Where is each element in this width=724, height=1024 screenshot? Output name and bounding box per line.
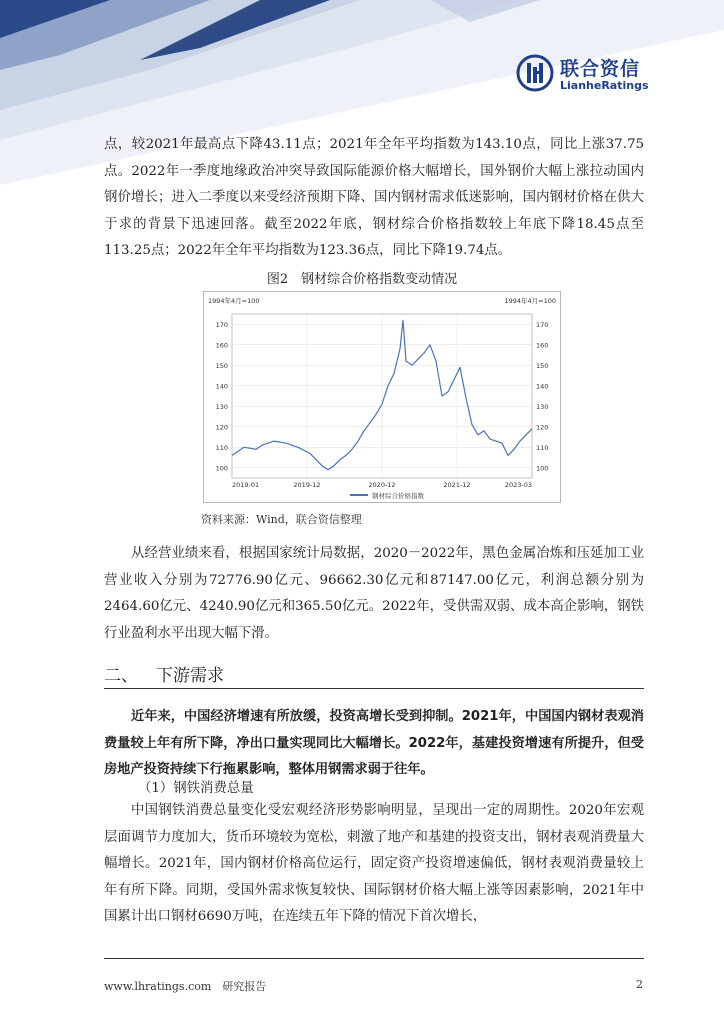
brand-name-cn: 联合资信 — [560, 58, 641, 80]
section-heading — [104, 661, 224, 686]
paragraph-business-performance: 从经营业绩来看，根据国家统计局数据，2020－2022年，黑色金属冶炼和压延加工业营业收入分别为72776.90亿元、96662.30亿元和87147.00亿元，利润总额分别为2464.60亿元、4240.90亿元和365.50亿元。2022年，受供需双弱、成本高企影响，钢铁行业盈利水平出现大幅下滑。 — [104, 546, 644, 641]
section-number: 二、 — [104, 666, 138, 686]
figure-source: 资料来源：Wind，联合资信整理 — [201, 513, 362, 526]
left-axis-note: 1994年4月=100 — [208, 297, 260, 305]
brand-logo — [516, 54, 676, 96]
y-tick-label-left: 170 — [215, 320, 228, 329]
section-title: 下游需求 — [156, 666, 224, 686]
subheading-consumption: （1）钢铁消费总量 — [138, 781, 254, 796]
right-axis-note: 1994年4月=100 — [504, 297, 556, 305]
chart-canvas — [204, 292, 560, 502]
y-tick-label-right: 110 — [536, 443, 549, 452]
x-tick-label: 2023-03 — [504, 481, 532, 489]
paragraph-downstream-summary: 近年来，中国经济增速有所放缓，投资高增长受到抑制。2021年，中国国内钢材表观消费量较上年有所下降，净出口量实现同比大幅增长。2022年，基建投资增速有所提升，但受房地产投资持续下行拖累影响，整体用钢需求弱于往年。 — [104, 709, 644, 777]
y-tick-label-right: 170 — [536, 320, 549, 329]
legend-label: 钢材综合价格指数 — [372, 492, 424, 500]
y-tick-label-right: 150 — [536, 361, 549, 370]
lianhe-logo-icon — [516, 54, 554, 92]
steel-price-index-chart — [203, 291, 561, 503]
y-tick-label-right: 160 — [536, 341, 549, 350]
y-tick-label-left: 150 — [215, 361, 228, 370]
y-tick-label-right: 100 — [536, 464, 549, 473]
page-number: 2 — [636, 978, 643, 991]
grid-layer — [232, 314, 532, 478]
y-tick-label-right: 120 — [536, 423, 549, 432]
x-tick-label: 2019-01 — [232, 481, 260, 489]
y-tick-label-left: 140 — [215, 382, 228, 391]
section-divider — [104, 688, 644, 689]
y-tick-label-left: 110 — [215, 443, 228, 452]
y-tick-label-right: 140 — [536, 382, 549, 391]
paragraph-price-index: 点，较2021年最高点下降43.11点；2021年全年平均指数为143.10点，同比上涨37.75点。2022年一季度地缘政治冲突导致国际能源价格大幅增长，国外钢价大幅上涨拉动国内钢价增长；进入二季度以来受经济预期下降、国内钢材需求低迷影响，国内钢材价格在供大于求的背景下迅速回落。截至2022年底，钢材综合价格指数较上年底下降18.45点至113.25点；2022年全年平均指数为123.36点，同比下降19.74点。 — [104, 137, 644, 258]
paragraph-consumption: 中国钢铁消费总量变化受宏观经济形势影响明显，呈现出一定的周期性。2020年宏观层面调节力度加大，货币环境较为宽松，刺激了地产和基建的投资支出，钢材表观消费量大幅增长。2021年，国内钢材价格高位运行，固定资产投资增速偏低，钢材表观消费量较上年有所下降。同期，受国外需求恢复较快、国际钢材价格大幅上涨等因素影响，2021年中国累计出口钢材6690万吨，在连续五年下降的情况下首次增长， — [104, 803, 644, 924]
x-tick-label: 2019-12 — [293, 481, 321, 489]
figure-caption: 图2 钢材综合价格指数变动情况 — [266, 272, 458, 287]
y-tick-label-left: 160 — [215, 341, 228, 350]
y-tick-label-left: 120 — [215, 423, 228, 432]
x-tick-label: 2021-12 — [443, 481, 471, 489]
y-tick-label-left: 130 — [215, 402, 228, 411]
y-tick-label-right: 130 — [536, 402, 549, 411]
brand-name-en: LianheRatings — [560, 79, 649, 92]
footer-divider — [104, 958, 644, 959]
y-tick-label-left: 100 — [215, 464, 228, 473]
x-tick-label: 2020-12 — [368, 481, 396, 489]
footer-site: www.lhratings.com 研究报告 — [104, 980, 267, 993]
